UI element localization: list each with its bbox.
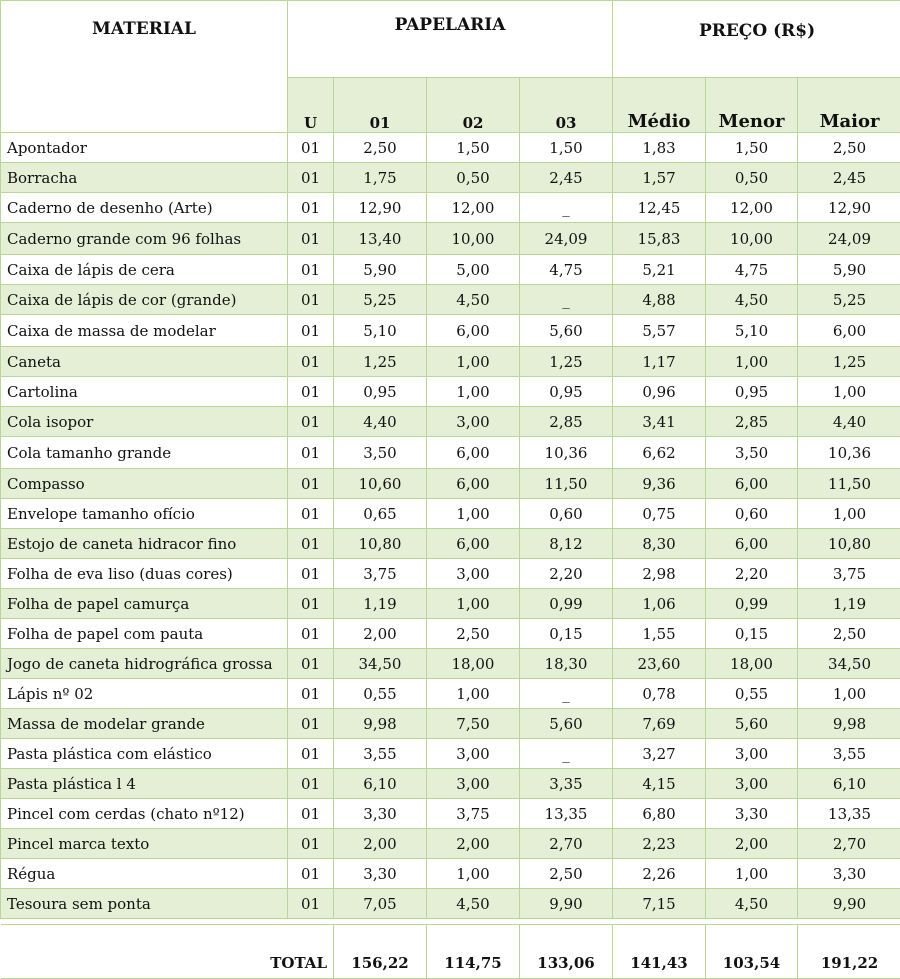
- store-01-cell: 9,98: [334, 709, 427, 739]
- table-row: [1, 769, 900, 799]
- menor-cell: 4,50: [706, 889, 798, 919]
- material-cell: Folha de eva liso (duas cores): [1, 559, 288, 589]
- unit-column-header: U: [288, 78, 334, 133]
- store-01-cell: 5,90: [334, 255, 427, 285]
- table-row: [1, 315, 900, 347]
- unit-cell: 01: [288, 133, 334, 163]
- menor-cell: 0,50: [706, 163, 798, 193]
- maior-cell: 6,00: [798, 315, 900, 347]
- store-02-cell: 2,00: [427, 829, 520, 859]
- material-cell: Apontador: [1, 133, 288, 163]
- menor-cell: 10,00: [706, 223, 798, 255]
- unit-cell: 01: [288, 163, 334, 193]
- store-02-cell: 1,00: [427, 859, 520, 889]
- store-03-cell: 1,25: [520, 347, 613, 377]
- material-cell: Pasta plástica l 4: [1, 769, 288, 799]
- maior-cell: 10,80: [798, 529, 900, 559]
- store-01-cell: 7,05: [334, 889, 427, 919]
- unit-cell: 01: [288, 193, 334, 223]
- unit-cell: 01: [288, 799, 334, 829]
- medio-cell: 15,83: [613, 223, 706, 255]
- menor-cell: 0,99: [706, 589, 798, 619]
- store-03-cell: 4,75: [520, 255, 613, 285]
- store-02-cell: 6,00: [427, 437, 520, 469]
- maior-cell: 11,50: [798, 469, 900, 499]
- menor-cell: 4,50: [706, 285, 798, 315]
- total-row: [1, 925, 900, 979]
- store-02-cell: 12,00: [427, 193, 520, 223]
- store-03-cell: 5,60: [520, 709, 613, 739]
- unit-cell: 01: [288, 649, 334, 679]
- medio-cell: 1,17: [613, 347, 706, 377]
- store-01-cell: 13,40: [334, 223, 427, 255]
- store-03-cell: _: [520, 679, 613, 709]
- unit-cell: 01: [288, 347, 334, 377]
- medio-cell: 1,83: [613, 133, 706, 163]
- store-03-cell: 2,70: [520, 829, 613, 859]
- maior-cell: 2,50: [798, 133, 900, 163]
- store-02-cell: 2,50: [427, 619, 520, 649]
- store-01-cell: 3,30: [334, 799, 427, 829]
- menor-cell: 12,00: [706, 193, 798, 223]
- store-03-column-header: 03: [520, 78, 613, 133]
- material-cell: Caixa de massa de modelar: [1, 315, 288, 347]
- medio-cell: 9,36: [613, 469, 706, 499]
- menor-cell: 5,60: [706, 709, 798, 739]
- material-cell: Estojo de caneta hidracor fino: [1, 529, 288, 559]
- unit-cell: 01: [288, 255, 334, 285]
- store-03-cell: 0,95: [520, 377, 613, 407]
- material-cell: Cartolina: [1, 377, 288, 407]
- medio-cell: 12,45: [613, 193, 706, 223]
- table-row: [1, 437, 900, 469]
- material-cell: Envelope tamanho ofício: [1, 499, 288, 529]
- unit-cell: 01: [288, 407, 334, 437]
- medio-cell: 7,15: [613, 889, 706, 919]
- menor-cell: 0,55: [706, 679, 798, 709]
- preco-column-header: PREÇO (R$): [613, 1, 900, 78]
- store-02-cell: 4,50: [427, 889, 520, 919]
- store-03-cell: 2,20: [520, 559, 613, 589]
- store-01-cell: 6,10: [334, 769, 427, 799]
- medio-cell: 3,27: [613, 739, 706, 769]
- store-01-cell: 3,50: [334, 437, 427, 469]
- unit-cell: 01: [288, 889, 334, 919]
- maior-cell: 5,25: [798, 285, 900, 315]
- unit-cell: 01: [288, 739, 334, 769]
- total-label: TOTAL: [1, 925, 334, 979]
- menor-cell: 18,00: [706, 649, 798, 679]
- unit-cell: 01: [288, 437, 334, 469]
- medio-cell: 4,15: [613, 769, 706, 799]
- menor-column-header: Menor: [706, 78, 798, 133]
- medio-cell: 0,96: [613, 377, 706, 407]
- material-cell: Massa de modelar grande: [1, 709, 288, 739]
- store-03-cell: 0,99: [520, 589, 613, 619]
- store-03-cell: _: [520, 739, 613, 769]
- menor-cell: 3,50: [706, 437, 798, 469]
- store-02-cell: 3,75: [427, 799, 520, 829]
- maior-cell: 3,55: [798, 739, 900, 769]
- unit-cell: 01: [288, 529, 334, 559]
- medio-cell: 3,41: [613, 407, 706, 437]
- store-01-cell: 1,25: [334, 347, 427, 377]
- table-row: [1, 469, 900, 499]
- table-row: [1, 193, 900, 223]
- store-01-cell: 2,00: [334, 829, 427, 859]
- store-02-column-header: 02: [427, 78, 520, 133]
- medio-cell: 23,60: [613, 649, 706, 679]
- material-cell: Compasso: [1, 469, 288, 499]
- maior-cell: 9,90: [798, 889, 900, 919]
- store-03-cell: 11,50: [520, 469, 613, 499]
- store-01-cell: 3,55: [334, 739, 427, 769]
- menor-cell: 5,10: [706, 315, 798, 347]
- store-02-cell: 1,00: [427, 347, 520, 377]
- maior-cell: 9,98: [798, 709, 900, 739]
- maior-cell: 1,00: [798, 499, 900, 529]
- table-row: [1, 529, 900, 559]
- table-row: [1, 679, 900, 709]
- maior-cell: 1,00: [798, 679, 900, 709]
- material-cell: Caixa de lápis de cera: [1, 255, 288, 285]
- store-02-cell: 5,00: [427, 255, 520, 285]
- store-03-cell: 10,36: [520, 437, 613, 469]
- store-02-cell: 6,00: [427, 315, 520, 347]
- medio-cell: 6,62: [613, 437, 706, 469]
- medio-cell: 0,78: [613, 679, 706, 709]
- menor-cell: 0,60: [706, 499, 798, 529]
- material-cell: Lápis nº 02: [1, 679, 288, 709]
- menor-cell: 1,50: [706, 133, 798, 163]
- store-02-cell: 1,00: [427, 679, 520, 709]
- store-02-cell: 3,00: [427, 739, 520, 769]
- medio-cell: 1,06: [613, 589, 706, 619]
- store-01-cell: 0,95: [334, 377, 427, 407]
- total-maior: 191,22: [798, 925, 900, 979]
- store-01-cell: 1,75: [334, 163, 427, 193]
- store-03-cell: 9,90: [520, 889, 613, 919]
- total-menor: 103,54: [706, 925, 798, 979]
- store-02-cell: 1,00: [427, 499, 520, 529]
- material-cell: Caderno grande com 96 folhas: [1, 223, 288, 255]
- store-02-cell: 7,50: [427, 709, 520, 739]
- table-row: [1, 163, 900, 193]
- store-01-cell: 10,60: [334, 469, 427, 499]
- material-cell: Cola tamanho grande: [1, 437, 288, 469]
- store-02-cell: 18,00: [427, 649, 520, 679]
- store-03-cell: 8,12: [520, 529, 613, 559]
- maior-cell: 3,30: [798, 859, 900, 889]
- medio-cell: 1,55: [613, 619, 706, 649]
- store-03-cell: 1,50: [520, 133, 613, 163]
- unit-cell: 01: [288, 315, 334, 347]
- table-row: [1, 619, 900, 649]
- table-row: [1, 559, 900, 589]
- store-03-cell: 2,50: [520, 859, 613, 889]
- material-cell: Caneta: [1, 347, 288, 377]
- menor-cell: 4,75: [706, 255, 798, 285]
- store-02-cell: 3,00: [427, 407, 520, 437]
- store-02-cell: 1,00: [427, 377, 520, 407]
- total-store-01: 156,22: [334, 925, 427, 979]
- unit-cell: 01: [288, 619, 334, 649]
- store-01-cell: 0,55: [334, 679, 427, 709]
- store-02-cell: 6,00: [427, 469, 520, 499]
- maior-cell: 10,36: [798, 437, 900, 469]
- maior-cell: 24,09: [798, 223, 900, 255]
- medio-cell: 0,75: [613, 499, 706, 529]
- store-01-cell: 4,40: [334, 407, 427, 437]
- table-row: [1, 377, 900, 407]
- unit-cell: 01: [288, 859, 334, 889]
- store-01-cell: 2,50: [334, 133, 427, 163]
- material-cell: Régua: [1, 859, 288, 889]
- unit-cell: 01: [288, 499, 334, 529]
- material-cell: Caixa de lápis de cor (grande): [1, 285, 288, 315]
- store-03-cell: 13,35: [520, 799, 613, 829]
- maior-cell: 1,25: [798, 347, 900, 377]
- table-row: [1, 739, 900, 769]
- store-01-cell: 3,30: [334, 859, 427, 889]
- material-cell: Pasta plástica com elástico: [1, 739, 288, 769]
- maior-column-header: Maior: [798, 78, 900, 133]
- maior-cell: 3,75: [798, 559, 900, 589]
- table-row: [1, 859, 900, 889]
- store-01-cell: 2,00: [334, 619, 427, 649]
- unit-cell: 01: [288, 559, 334, 589]
- store-01-column-header: 01: [334, 78, 427, 133]
- table-row: [1, 709, 900, 739]
- table-row: [1, 889, 900, 919]
- table-row: [1, 223, 900, 255]
- table-row: [1, 499, 900, 529]
- medio-cell: 1,57: [613, 163, 706, 193]
- medio-cell: 5,57: [613, 315, 706, 347]
- table-row: [1, 407, 900, 437]
- medio-cell: 6,80: [613, 799, 706, 829]
- table-row: [1, 285, 900, 315]
- material-cell: Tesoura sem ponta: [1, 889, 288, 919]
- store-01-cell: 3,75: [334, 559, 427, 589]
- unit-cell: 01: [288, 769, 334, 799]
- menor-cell: 3,30: [706, 799, 798, 829]
- store-02-cell: 6,00: [427, 529, 520, 559]
- store-01-cell: 5,10: [334, 315, 427, 347]
- store-01-cell: 12,90: [334, 193, 427, 223]
- table-row: [1, 347, 900, 377]
- material-cell: Folha de papel com pauta: [1, 619, 288, 649]
- menor-cell: 1,00: [706, 347, 798, 377]
- store-02-cell: 10,00: [427, 223, 520, 255]
- total-store-03: 133,06: [520, 925, 613, 979]
- menor-cell: 3,00: [706, 769, 798, 799]
- maior-cell: 12,90: [798, 193, 900, 223]
- unit-cell: 01: [288, 223, 334, 255]
- medio-cell: 2,23: [613, 829, 706, 859]
- maior-cell: 6,10: [798, 769, 900, 799]
- material-column-header: MATERIAL: [1, 1, 288, 133]
- table-row: [1, 799, 900, 829]
- store-03-cell: 24,09: [520, 223, 613, 255]
- menor-cell: 2,00: [706, 829, 798, 859]
- maior-cell: 34,50: [798, 649, 900, 679]
- menor-cell: 2,20: [706, 559, 798, 589]
- store-01-cell: 10,80: [334, 529, 427, 559]
- maior-cell: 2,50: [798, 619, 900, 649]
- papelaria-column-header: PAPELARIA: [288, 1, 613, 78]
- maior-cell: 2,70: [798, 829, 900, 859]
- material-cell: Cola isopor: [1, 407, 288, 437]
- table-row: [1, 255, 900, 285]
- maior-cell: 5,90: [798, 255, 900, 285]
- table-body: [1, 133, 900, 925]
- medio-cell: 2,26: [613, 859, 706, 889]
- medio-cell: 4,88: [613, 285, 706, 315]
- medio-cell: 7,69: [613, 709, 706, 739]
- store-03-cell: 3,35: [520, 769, 613, 799]
- store-03-cell: 18,30: [520, 649, 613, 679]
- unit-cell: 01: [288, 679, 334, 709]
- menor-cell: 6,00: [706, 529, 798, 559]
- table-row: [1, 829, 900, 859]
- store-03-cell: 5,60: [520, 315, 613, 347]
- store-02-cell: 4,50: [427, 285, 520, 315]
- unit-cell: 01: [288, 285, 334, 315]
- store-03-cell: _: [520, 193, 613, 223]
- store-02-cell: 1,00: [427, 589, 520, 619]
- medio-cell: 5,21: [613, 255, 706, 285]
- unit-cell: 01: [288, 589, 334, 619]
- store-02-cell: 1,50: [427, 133, 520, 163]
- store-02-cell: 3,00: [427, 769, 520, 799]
- maior-cell: 4,40: [798, 407, 900, 437]
- material-cell: Pincel com cerdas (chato nº12): [1, 799, 288, 829]
- menor-cell: 2,85: [706, 407, 798, 437]
- store-01-cell: 0,65: [334, 499, 427, 529]
- material-cell: Jogo de caneta hidrográfica grossa: [1, 649, 288, 679]
- unit-cell: 01: [288, 377, 334, 407]
- store-03-cell: 2,45: [520, 163, 613, 193]
- material-cell: Caderno de desenho (Arte): [1, 193, 288, 223]
- medio-cell: 2,98: [613, 559, 706, 589]
- material-cell: Folha de papel camurça: [1, 589, 288, 619]
- store-03-cell: 0,60: [520, 499, 613, 529]
- store-02-cell: 3,00: [427, 559, 520, 589]
- menor-cell: 3,00: [706, 739, 798, 769]
- maior-cell: 1,19: [798, 589, 900, 619]
- table-row: [1, 133, 900, 163]
- maior-cell: 2,45: [798, 163, 900, 193]
- unit-cell: 01: [288, 709, 334, 739]
- store-01-cell: 34,50: [334, 649, 427, 679]
- unit-cell: 01: [288, 829, 334, 859]
- medio-cell: 8,30: [613, 529, 706, 559]
- store-02-cell: 0,50: [427, 163, 520, 193]
- medio-column-header: Médio: [613, 78, 706, 133]
- material-cell: Borracha: [1, 163, 288, 193]
- total-store-02: 114,75: [427, 925, 520, 979]
- store-01-cell: 1,19: [334, 589, 427, 619]
- material-cell: Pincel marca texto: [1, 829, 288, 859]
- menor-cell: 6,00: [706, 469, 798, 499]
- menor-cell: 1,00: [706, 859, 798, 889]
- store-01-cell: 5,25: [334, 285, 427, 315]
- store-03-cell: _: [520, 285, 613, 315]
- maior-cell: 13,35: [798, 799, 900, 829]
- store-03-cell: 0,15: [520, 619, 613, 649]
- store-03-cell: 2,85: [520, 407, 613, 437]
- menor-cell: 0,15: [706, 619, 798, 649]
- menor-cell: 0,95: [706, 377, 798, 407]
- table-row: [1, 589, 900, 619]
- total-medio: 141,43: [613, 925, 706, 979]
- maior-cell: 1,00: [798, 377, 900, 407]
- unit-cell: 01: [288, 469, 334, 499]
- table-row: [1, 649, 900, 679]
